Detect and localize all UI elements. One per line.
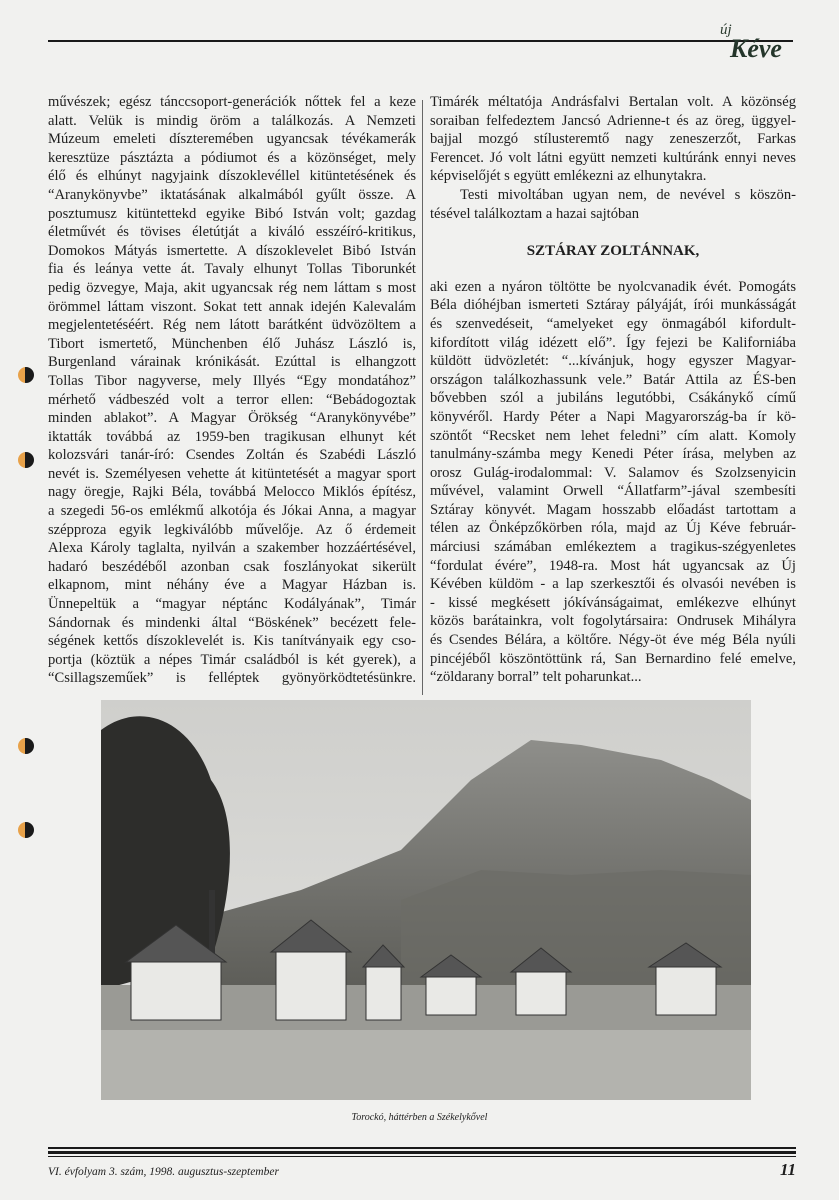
text-line: és szenvedéseit, “amelyeket egy önmagából kifordult-	[430, 315, 796, 332]
text-line: hadaró beszédéből azonban csak foszlányokat sikerült	[48, 558, 416, 575]
text-line: életművét és tövises életútját a kiváló esszéíró-kritikus,	[48, 224, 416, 241]
text-line: télen az Önképzőkörben róla, majd az Új Kéve február-	[430, 520, 796, 537]
section-heading: SZTÁRAY ZOLTÁNNAK,	[526, 243, 700, 260]
text-line: soraiban felfedeztem Jancsó Adrienne-t és az öreg, üggyel-	[430, 112, 796, 129]
issue-info: VI. évfolyam 3. szám, 1998. augusztus-szeptember	[48, 1166, 279, 1178]
text-line: és Csendes Bélára, a költőre. Négy-öt éve még Béla nyúli	[430, 632, 796, 649]
text-line: pincéjéből köszöntöttünk rá, San Bernardino felé emelve,	[430, 650, 796, 667]
text-line: kifordított világ idézett elő”. Így fejezi be Kaliforniába	[430, 334, 796, 351]
paragraph	[430, 93, 796, 186]
text-line: pedig özvegye, Maja, akit ugyancsak rég nem láttam s most	[48, 279, 416, 296]
text-line: márciusi számában emlékeztem a tragikus-szégyenletes	[430, 539, 796, 556]
logo-main-text: Kéve	[730, 34, 782, 63]
text-line: Ferencet. Jó volt látni együtt nemzeti kultúránk ennyi neves	[430, 149, 796, 166]
text-line: Sándornak és mindenki által “Böskének” becézett fele-	[48, 614, 416, 631]
text-line: alatt. Velük is mindig öröm a találkozás. A Nemzeti	[48, 112, 416, 129]
text-line: könyvéről. Hardy Péter a Napi Magyarország-ba ír kö-	[430, 408, 796, 425]
text-line: iktatták továbbá az 1959-ben tragikusan elhunyt két	[48, 428, 416, 445]
left-text-column	[48, 93, 416, 688]
text-line: nevét is. Személyesen vehette át kitüntetését a magyar sport	[48, 465, 416, 482]
photo-torocko-village	[101, 700, 751, 1100]
text-line: nagy öregje, Rajki Béla, továbbá Melocco Miklós építész,	[48, 484, 416, 501]
text-line: Kévében küldöm - a lap szerkesztői és olvasói nevében is	[430, 576, 796, 593]
text-line: ségének kettős díszoklevelét is. Kis tanítványaik egy cso-	[48, 633, 416, 650]
text-line: örömmel láttam viszont. Sokat tett annak idején Kalevalám	[48, 298, 416, 315]
text-line: “zöldarany borral” telt poharunkat...	[430, 669, 642, 686]
text-line: Béla dióhéjban ismerteti Sztáray pályáját, írói munkásságát	[430, 297, 796, 314]
text-line: a szegedi 56-os emlékmű alkotója és Jókai Anna, a magyar	[48, 503, 416, 520]
text-line: Sztáray könyvét. Magam hosszabb előadást tartottam a	[430, 501, 796, 518]
column-divider	[422, 100, 423, 695]
page-number: 11	[780, 1160, 797, 1179]
text-line: “fordulat évére”, 1948-ra. Most hát ugyancsak az Új	[430, 557, 796, 574]
text-line: keresztüze pásztázta a pódiumot és a közönséget, mely	[48, 149, 416, 166]
text-line: országon találkozhassunk vele.” Batár Attila az ÉS-ben	[430, 371, 796, 388]
text-line: elkapnom, mint néhány éve a Magyar Házban is.	[48, 577, 416, 594]
punch-hole-mark	[18, 822, 34, 838]
text-line: Domokos Mátyás ismertette. A díszoklevelet Bibó István	[48, 242, 416, 259]
text-line: tanulmány-számba megy Kenedi Péter írása, melyben az	[430, 446, 796, 463]
punch-hole-mark	[18, 367, 34, 383]
text-line: posztumusz kitüntettekd egyike Bibó István volt; gazdag	[48, 205, 416, 222]
text-line: kolozsvári tanár-író: Csendes Zoltán és Szabédi László	[48, 447, 416, 464]
text-line: művészek; egész tánccsoport-generációk nőttek fel a keze	[48, 94, 416, 110]
text-line: “Csillagszeműek” is felléptek gyönyörködtetésünkre.	[48, 670, 416, 687]
text-line: Alexa Károly taglalta, nyilván a szakember hozzáértésével,	[48, 540, 416, 557]
text-line: mérhető vádbeszéd volt a terror ellen: “Bebádogoztak	[48, 391, 416, 408]
text-line: Múzeum emeleti díszteremében ugyancsak tévékamerák	[48, 131, 416, 148]
text-line: megjelentetéséért. Rég nem látott barátként üdvözöltem a	[48, 317, 416, 334]
text-line: szépproza egyik legkiválóbb művelője. Az ő érdemeit	[48, 521, 416, 538]
paragraph	[430, 278, 796, 687]
text-line: küldött üdvözletét: “...kívánjuk, hogy egyszer Magyar-	[430, 353, 796, 370]
text-line: Timárék méltatója Andrásfalvi Bertalan volt. A közönség	[430, 94, 796, 110]
text-line: “Aranykönyvbe” iktatásának alkalmából gyűlt össze. A	[48, 186, 416, 203]
text-line: közös barátainkra, volt fogolytársaira: Ondrusek Mihályra	[430, 613, 796, 630]
text-line: bajjal mozgó stílusteremtő nagy zeneszerzőt, Farkas	[430, 131, 796, 148]
text-line: Ünnepeltük a “magyar néptánc Kodályának”, Timár	[48, 596, 416, 613]
text-line: Tollas Tibor nagyverse, mely Illyés “Egy mondatához”	[48, 372, 416, 389]
text-line: Burgenland várainak krónikását. Ezúttal is elhangzott	[48, 354, 416, 371]
text-line: tésével találkoztam a hazai sajtóban	[430, 205, 640, 222]
text-line: portja (köztük a népes Timár családból is két gyerek), a	[48, 651, 416, 668]
text-line: élő és elhúnyt nagyjaink díszoklevéllel kitüntetésének és	[48, 168, 416, 185]
text-line: Tibort ismertető, Münchenben élő Juhász László is,	[48, 335, 416, 352]
text-line: Testi mivoltában ugyan nem, de nevével s köszön-	[460, 186, 796, 203]
text-line: szöntőt “Recsket nem lehet feledni” cím alatt. Komoly	[430, 427, 796, 444]
right-text-column	[430, 93, 796, 687]
text-line: minden ablakot”. A Magyar Örökség “Aranykönyvébe”	[48, 410, 416, 427]
punch-hole-mark	[18, 452, 34, 468]
magazine-logo	[718, 22, 798, 67]
photo-caption: Torockó, háttérben a Székelykővel	[351, 1112, 488, 1123]
text-line: orosz Gulág-irodalommal: V. Salamov és Szolzsenyicin	[430, 464, 796, 481]
text-line: - kissé megkésett jókívánságaimat, emlékezve elhúnyt	[430, 594, 796, 611]
footer-rule	[48, 1147, 796, 1157]
paragraph	[430, 186, 796, 223]
text-line: művével, valamint Orwell “Állatfarm”-jával szembesíti	[430, 483, 796, 500]
text-line: bővebben szól a jubiláns legutóbbi, Csákánykő című	[430, 390, 796, 407]
text-line: fia és leánya vette át. Tavaly elhunyt Tollas Tiborunkét	[48, 261, 416, 278]
punch-hole-mark	[18, 738, 34, 754]
logo-small-text: új	[720, 22, 732, 38]
header-rule	[48, 40, 793, 42]
text-line: képviselőjét s együtt emlékezni az elhunytakra.	[430, 168, 707, 185]
text-line: aki ezen a nyáron töltötte be nyolcvanadik évét. Pomogáts	[430, 278, 796, 295]
